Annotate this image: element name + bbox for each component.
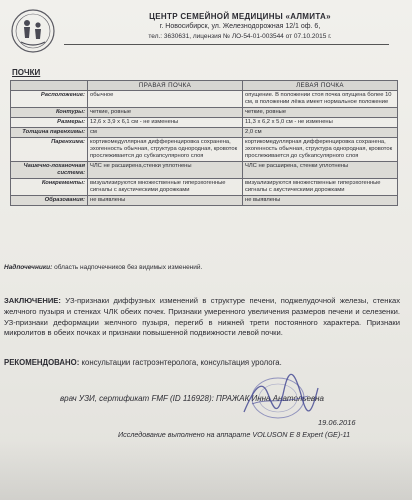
left-kidney-cell: ЧЛС не расширена, стенки уплотнены (243, 162, 398, 179)
row-label: Конкременты: (11, 179, 88, 196)
clinic-address: г. Новосибирск, ул. Железнодорожная 12/1 оф. 6, (159, 23, 321, 30)
table-header-right-kidney: ПРАВАЯ ПОЧКА (88, 81, 243, 91)
right-kidney-cell: ЧЛС не расширена,стенки уплотнены (88, 162, 243, 179)
row-label: Чашечно-лоханочная система: (11, 162, 88, 179)
right-kidney-cell: обычное (88, 91, 243, 108)
right-kidney-cell: не выявлены (88, 196, 243, 206)
clinic-phone-license: тел.: 3630631, лицензия № ЛО-54-01-003544 от 07.10.2015 г. (148, 33, 332, 40)
row-label: Толщина паренхимы: (11, 128, 88, 138)
photo-shadow (0, 440, 412, 500)
table-header-left-kidney: ЛЕВАЯ ПОЧКА (243, 81, 398, 91)
left-kidney-cell: не выявлены (243, 196, 398, 206)
right-kidney-cell: визуализируются множественные гиперэхогенные сигналы с акустическими дорожками (88, 179, 243, 196)
clinic-name: ЦЕНТР СЕМЕЙНОЙ МЕДИЦИНЫ «АЛМИТА» (149, 12, 331, 21)
table-row (11, 91, 398, 108)
table-row (11, 118, 398, 128)
recommendation (4, 358, 282, 367)
signature-stamp (238, 368, 320, 430)
row-label: Паренхима: (11, 138, 88, 162)
right-kidney-cell: 12,6 х 3,9 х 6,1 см - не изменены (88, 118, 243, 128)
table-row (11, 108, 398, 118)
right-kidney-cell: см (88, 128, 243, 138)
clinic-logo (10, 8, 56, 54)
recommendation-label: РЕКОМЕНДОВАНО: (4, 358, 80, 367)
doctor-signature-line: врач УЗИ, сертификат FMF (ID 116928): ПРАЖАК Инна Анатольевна (60, 394, 324, 403)
table-row (11, 138, 398, 162)
section-title: ПОЧКИ (12, 68, 41, 77)
left-kidney-cell: опущение. В положении стоя почка опущена более 10 см, в положении лёжа имеет нормальное положение (243, 91, 398, 108)
left-kidney-cell: 11,3 х 6,2 х 5,0 см - не изменены (243, 118, 398, 128)
table-row (11, 179, 398, 196)
conclusion-label: ЗАКЛЮЧЕНИЕ: (4, 296, 61, 305)
recommendation-text: консультации гастроэнтеролога, консультация уролога. (81, 358, 282, 367)
conclusion (4, 296, 400, 339)
adrenal-note-text: область надпочечников без видимых изменений. (54, 264, 203, 271)
table-header-empty (11, 81, 88, 91)
conclusion-text: УЗ-признаки диффузных изменений в структуре печени, поджелудочной железы, стенках желчного пузыря и стенках ЧЛК обеих почек. Признаки умеренного увеличения размеров печени и селезенки. УЗ-признаки деформации желчного пузыря, перегиб в нижней трети постоянного характера. Признаки микролитов в обеих почках и признаки повышенной подвижности левой почки. (4, 296, 400, 338)
row-label: Контуры: (11, 108, 88, 118)
table-row (11, 162, 398, 179)
table-row (11, 196, 398, 206)
adrenal-note-label: Надпочечники: (4, 264, 53, 271)
left-kidney-cell: кортикомедуллярная дифференцировка сохранена, эхогенность обычная, структура однородная, кровоток прослеживается до субкапсулярного слоя (243, 138, 398, 162)
header-divider (64, 44, 389, 45)
row-label: Образования: (11, 196, 88, 206)
row-label: Расположение: (11, 91, 88, 108)
row-label: Размеры: (11, 118, 88, 128)
left-kidney-cell: визуализируются множественные гиперэхогенные сигналы с акустическими дорожками (243, 179, 398, 196)
table-row (11, 128, 398, 138)
right-kidney-cell: кортикомедуллярная дифференцировка сохранена, эхогенность обычная, структура однородная, кровоток прослеживается до субкапсулярного слоя (88, 138, 243, 162)
kidney-table (10, 80, 398, 206)
adrenal-note (4, 264, 202, 271)
left-kidney-cell: 2,0 см (243, 128, 398, 138)
right-kidney-cell: четкие, ровные (88, 108, 243, 118)
device-line: Исследование выполнено на аппарате VOLUSON E 8 Expert (GE)-11 (118, 430, 351, 439)
report-date: 19.06.2016 (318, 418, 356, 427)
left-kidney-cell: четкие, ровные (243, 108, 398, 118)
